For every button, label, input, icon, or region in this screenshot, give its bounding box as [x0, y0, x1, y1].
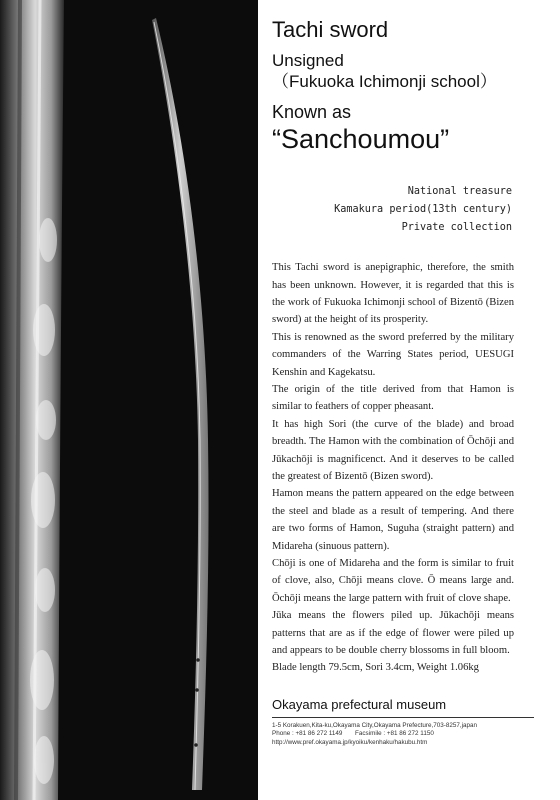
- mekugi-hole-2: [195, 688, 199, 692]
- mekugi-hole-3: [194, 743, 198, 747]
- phone-fax: Phone : +81 86 272 1149 Facsimile : +81 86 272 1150: [272, 730, 434, 738]
- address: 1-5 Korakuen,Kita-ku,Okayama City,Okayama Prefecture,703-8257,japan: [272, 721, 477, 729]
- contact-block: [272, 722, 512, 748]
- known-as-label: Known as: [272, 101, 352, 122]
- paragraph: Chōji is one of Midareha and the form is similar to fruit of clove, also, Chōji means clove. Ō means large and. Ōchōji means the large pattern with fruit of clove shape.: [272, 558, 514, 604]
- paragraph: This Tachi sword is anepigraphic, therefore, the smith has been unknown. However, it is regarded that this is the work of Fukuoka Ichimonji school of Bizentō (Bizen sword) at the height of its prosperity.: [272, 262, 514, 326]
- paragraph: It has high Sori (the curve of the blade) and broad breadth. The Hamon with the combination of Ōchōji and Jūkachōji is magnificenct. And it deserves to be called the greatest of Bizentō (Bizen sword).: [272, 418, 514, 483]
- subtitle-unsigned: Unsigned: [272, 51, 344, 71]
- designation: National treasure: [407, 186, 512, 198]
- sword-illustration: [0, 0, 258, 800]
- paragraph: Hamon means the pattern appeared on the edge between the steel and blade as a result of tempering. And there are two forms of Hamon, Suguha (straight pattern) and Midareha (sinuous pattern).: [272, 488, 514, 552]
- subtitle-school: （Fukuoka Ichimonji school）: [272, 71, 497, 91]
- sword-nickname: “Sanchoumou”: [272, 124, 450, 155]
- description: [272, 259, 514, 677]
- text-column: [272, 18, 512, 748]
- period: Kamakura period(13th century): [334, 204, 512, 216]
- page-title: Tachi sword: [272, 17, 389, 42]
- museum-name: Okayama prefectural museum: [272, 696, 447, 712]
- divider: [272, 717, 534, 718]
- meta-block: [272, 183, 512, 237]
- paragraph: Jūka means the flowers piled up. Jūkachōji means patterns that are as if the edge of flower were piled up and appears to be double cherry blossoms in full bloom.: [272, 610, 514, 657]
- ownership: Private collection: [401, 222, 512, 234]
- paragraph: The origin of the title derived from that Hamon is similar to feathers of copper pheasant.: [272, 383, 514, 413]
- mekugi-hole-1: [196, 658, 200, 662]
- website-link[interactable]: http://www.pref.okayama.jp/kyoiku/kenhaku/hakubu.htm: [272, 739, 428, 747]
- sword-photo: [0, 0, 258, 800]
- paragraph: This is renowned as the sword preferred by the military commanders of the Warring States period, UESUGI Kenshin and Kagekatsu.: [272, 331, 514, 378]
- specifications: Blade length 79.5cm, Sori 3.4cm, Weight 1.06kg: [272, 662, 479, 674]
